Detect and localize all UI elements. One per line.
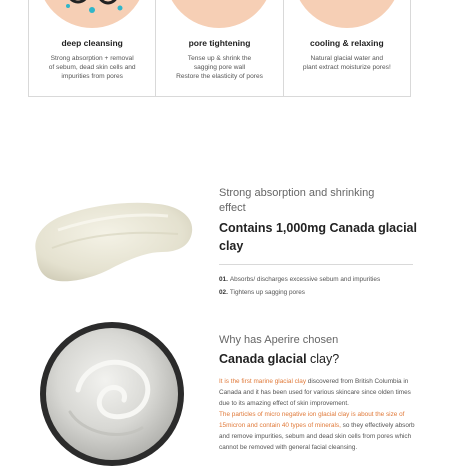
benefit-deep-cleansing — [29, 0, 156, 96]
benefit-description: Strong absorption + removal of sebum, dead skin cells and impurities from pores — [48, 55, 136, 80]
section2-body — [219, 376, 415, 453]
feature-list — [219, 273, 380, 299]
paragraph: It is the first marine glacial clay discovered from British Columbia in Canada and it has been used for various skincare since olden times due to its amazing effect of skin improvement. — [219, 378, 411, 407]
list-item: 01. Absorbs/ discharges excessive sebum and impurities — [219, 276, 381, 283]
list-item: 02. Tightens up sagging pores — [219, 289, 305, 296]
benefit-title: pore tightening — [188, 38, 251, 48]
pore-skin-icon — [165, 0, 273, 28]
section1-title: Contains 1,000mg Canada glacial clay — [219, 221, 417, 253]
benefit-title: cooling & relaxing — [309, 38, 384, 48]
magnifier-pores-icon — [38, 0, 146, 28]
paragraph: The particles of micro negative ion glacial clay is about the size of 15micron and contain 40 types of minerals, so they effectively absorb and remove impurities, sebum and dead skin cells from pores which cannot be removed with general facial cleansing. — [219, 411, 415, 451]
cream-swatch-image — [28, 190, 198, 290]
benefit-description: Natural glacial water and plant extract moisturize pores! — [302, 55, 391, 71]
divider — [219, 264, 413, 265]
benefits-grid — [28, 0, 411, 97]
benefit-title: deep cleansing — [61, 38, 123, 48]
section1-subtitle: Strong absorption and shrinking effect — [219, 187, 375, 214]
benefit-description: Tense up & shrink the sagging pore wall Restore the elasticity of pores — [176, 55, 263, 80]
section2-subtitle: Why has Aperire chosen — [219, 334, 339, 346]
benefit-cooling-relaxing — [284, 0, 410, 96]
skin-circle-icon — [293, 0, 401, 28]
section2-title: Canada glacial clay? — [219, 352, 340, 366]
benefit-pore-tightening — [156, 0, 283, 96]
clay-jar-image — [38, 320, 186, 468]
